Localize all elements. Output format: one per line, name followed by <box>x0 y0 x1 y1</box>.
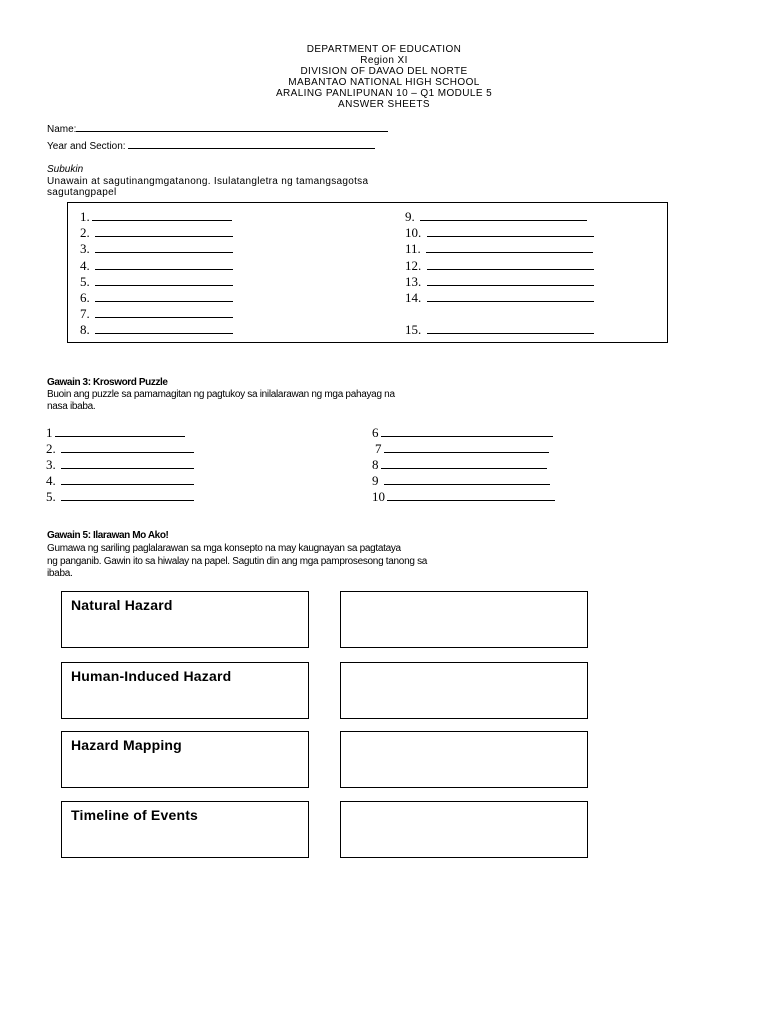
header-subject: ARALING PANLIPUNAN 10 – Q1 MODULE 5 <box>275 88 493 99</box>
answer-item[interactable] <box>80 306 233 322</box>
section-blank[interactable] <box>128 139 375 149</box>
gawain5-instruction-3: ibaba. <box>47 568 73 579</box>
answer-item[interactable] <box>80 258 233 274</box>
header-answer-sheets: ANSWER SHEETS <box>338 99 430 110</box>
answer-blank[interactable] <box>427 290 594 302</box>
answer-blank[interactable] <box>95 290 233 302</box>
answer-blank[interactable] <box>427 322 594 334</box>
answer-item[interactable] <box>405 241 593 257</box>
name-label: Name: <box>47 124 77 135</box>
card-title: Hazard Mapping <box>71 737 182 753</box>
answer-box-human-induced-hazard[interactable] <box>340 662 588 719</box>
item-number: 6. <box>80 290 90 305</box>
gawain3-instruction-1: Buoin ang puzzle sa pamamagitan ng pagtukoy sa inilalarawan ng mga pahayag na <box>47 389 395 400</box>
puzzle-item[interactable] <box>46 441 194 457</box>
puzzle-item[interactable] <box>372 457 547 473</box>
item-number: 9. <box>405 209 415 224</box>
puzzle-item[interactable] <box>46 473 194 489</box>
puzzle-item[interactable] <box>372 489 555 505</box>
answer-blank[interactable] <box>95 225 233 237</box>
name-field[interactable] <box>47 122 388 135</box>
card-natural-hazard[interactable] <box>61 591 309 648</box>
gawain5-instruction-2: ng panganib. Gawin ito sa hiwalay na papel. Sagutin din ang mga pamprosesong tanong sa <box>47 556 428 567</box>
answer-blank[interactable] <box>387 489 555 501</box>
answer-item[interactable] <box>80 290 233 306</box>
answer-blank[interactable] <box>426 241 593 253</box>
item-number: 10. <box>405 225 422 240</box>
card-human-induced-hazard[interactable] <box>61 662 309 719</box>
item-number: 4. <box>46 473 56 488</box>
card-title: Human-Induced Hazard <box>71 668 232 684</box>
item-number: 1. <box>80 209 90 224</box>
puzzle-item[interactable] <box>372 473 550 489</box>
answer-item[interactable] <box>405 274 594 290</box>
item-number: 8. <box>80 322 90 337</box>
answer-item[interactable] <box>405 290 594 306</box>
card-hazard-mapping[interactable] <box>61 731 309 788</box>
item-number: 11. <box>405 241 421 256</box>
header-school: MABANTAO NATIONAL HIGH SCHOOL <box>288 77 480 88</box>
item-number: 12. <box>405 258 422 273</box>
section-label: Year and Section: <box>47 141 126 152</box>
answer-blank[interactable] <box>55 425 185 437</box>
puzzle-item[interactable] <box>372 425 553 441</box>
item-number: 1 <box>46 425 53 440</box>
answer-blank[interactable] <box>95 306 233 318</box>
item-number: 7. <box>80 306 90 321</box>
gawain5-instruction-1: Gumawa ng sariling paglalarawan sa mga konsepto na may kaugnayan sa pagtataya <box>47 543 401 554</box>
header-department: DEPARTMENT OF EDUCATION <box>306 44 462 55</box>
answer-blank[interactable] <box>92 209 232 221</box>
gawain3-instruction-2: nasa ibaba. <box>47 401 96 412</box>
answer-item[interactable] <box>405 258 594 274</box>
gawain3-title: Gawain 3: Krosword Puzzle <box>47 377 168 388</box>
item-number: 4. <box>80 258 90 273</box>
item-number: 15. <box>405 322 422 337</box>
item-number: 3. <box>80 241 90 256</box>
subukin-instruction-1: Unawain at sagutinangmgatanong. Isulatangletra ng tamangsagotsa <box>47 176 369 187</box>
puzzle-item[interactable] <box>46 489 194 505</box>
item-number: 7 <box>375 441 382 456</box>
card-title: Timeline of Events <box>71 807 199 823</box>
name-blank[interactable] <box>76 122 388 132</box>
item-number: 6 <box>372 425 379 440</box>
item-number: 13. <box>405 274 422 289</box>
answer-blank[interactable] <box>61 441 194 453</box>
answer-item[interactable] <box>405 322 594 338</box>
item-number: 10 <box>372 489 385 504</box>
answer-box-hazard-mapping[interactable] <box>340 731 588 788</box>
answer-item[interactable] <box>80 322 233 338</box>
card-title: Natural Hazard <box>71 597 173 613</box>
puzzle-item[interactable] <box>375 441 549 457</box>
item-number: 5. <box>46 489 56 504</box>
item-number: 5. <box>80 274 90 289</box>
answer-blank[interactable] <box>427 258 594 270</box>
item-number: 8 <box>372 457 379 472</box>
puzzle-item[interactable] <box>46 425 185 441</box>
answer-blank[interactable] <box>61 473 194 485</box>
item-number: 2. <box>46 441 56 456</box>
item-number: 9 <box>372 473 379 488</box>
gawain5-title: Gawain 5: Ilarawan Mo Ako! <box>47 530 169 541</box>
card-timeline-of-events[interactable] <box>61 801 309 858</box>
answer-item[interactable] <box>405 209 587 225</box>
answer-blank[interactable] <box>420 209 587 221</box>
subukin-title: Subukin <box>47 164 84 175</box>
item-number: 2. <box>80 225 90 240</box>
answer-item[interactable] <box>80 274 233 290</box>
puzzle-item[interactable] <box>46 457 194 473</box>
subukin-instruction-2: sagutangpapel <box>47 187 117 198</box>
answer-blank[interactable] <box>95 274 233 286</box>
answer-blank[interactable] <box>95 258 233 270</box>
answer-item[interactable] <box>80 209 232 225</box>
answer-blank[interactable] <box>95 241 233 253</box>
answer-blank[interactable] <box>384 441 549 453</box>
answer-blank[interactable] <box>95 322 233 334</box>
header-division: DIVISION OF DAVAO DEL NORTE <box>300 66 468 77</box>
section-field[interactable] <box>47 139 375 152</box>
answer-item[interactable] <box>405 225 594 241</box>
answer-item[interactable] <box>80 225 233 241</box>
answer-item[interactable] <box>80 241 233 257</box>
item-number: 3. <box>46 457 56 472</box>
answer-blank[interactable] <box>427 225 594 237</box>
item-number: 14. <box>405 290 422 305</box>
answer-blank[interactable] <box>381 457 547 469</box>
answer-blank[interactable] <box>381 425 553 437</box>
answer-box-natural-hazard[interactable] <box>340 591 588 648</box>
answer-blank[interactable] <box>427 274 594 286</box>
answer-blank[interactable] <box>384 473 550 485</box>
subukin-answer-box <box>67 202 668 343</box>
answer-blank[interactable] <box>61 457 194 469</box>
answer-blank[interactable] <box>61 489 194 501</box>
answer-box-timeline-of-events[interactable] <box>340 801 588 858</box>
header-region: Region XI <box>360 55 408 66</box>
